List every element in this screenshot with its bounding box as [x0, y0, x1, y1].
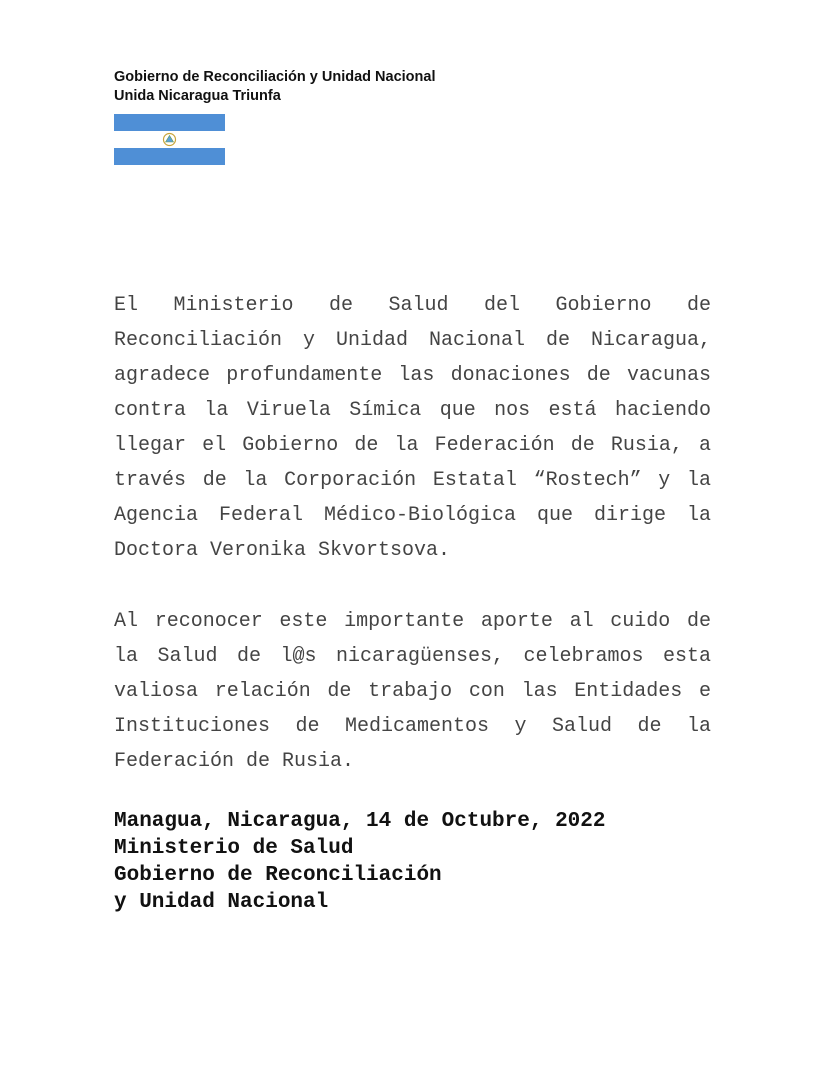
flag-graphic [114, 114, 225, 165]
signature-government: Gobierno de Reconciliación [114, 864, 442, 887]
signature-place-date: Managua, Nicaragua, 14 de Octubre, 2022 [114, 810, 606, 833]
signature-ministry: Ministerio de Salud [114, 837, 354, 860]
signature-government-cont: y Unidad Nacional [114, 891, 329, 914]
flag-stripe-bottom [114, 148, 225, 165]
letterhead-line-government: Gobierno de Reconciliación y Unidad Nacional [114, 69, 436, 85]
nicaragua-flag-icon [114, 114, 225, 165]
letterhead-line-slogan: Unida Nicaragua Triunfa [114, 88, 281, 104]
paragraph-recognition: Al reconocer este importante aporte al cuido de la Salud de l@s nicaragüenses, celebramos esta valiosa relación de trabajo con las Entidades e Instituciones de Medicamentos y Salud de la Federación de Rusia. [114, 610, 711, 773]
signature-block [114, 808, 605, 916]
letterhead [114, 68, 435, 106]
paragraph-thanks: El Ministerio de Salud del Gobierno de Reconciliación y Unidad Nacional de Nicaragua, agradece profundamente las donaciones de vacunas contra la Viruela Símica que nos está haciendo llegar el Gobierno de la Federación de Rusia, a través de la Corporación Estatal “Rostech” y la Agencia Federal Médico-Biológica que dirige la Doctora Veronika Skvortsova. [114, 294, 711, 562]
flag-stripe-top [114, 114, 225, 131]
